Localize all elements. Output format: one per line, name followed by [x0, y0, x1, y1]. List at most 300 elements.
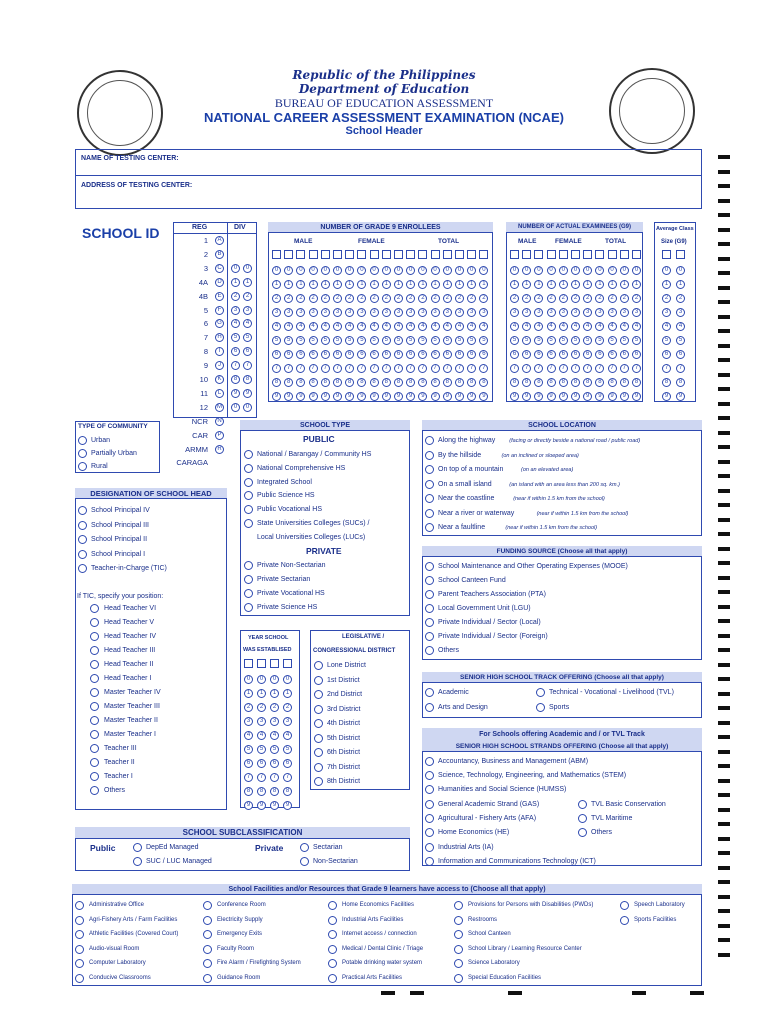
exam-bubble-6-0[interactable]: 0 [583, 266, 592, 275]
enroll-bubble-9-4[interactable]: 4 [382, 322, 391, 331]
enroll-bubble-10-3[interactable]: 3 [394, 308, 403, 317]
enroll-bubble-8-8[interactable]: 8 [370, 378, 379, 387]
region-bubble-10[interactable]: K [215, 375, 224, 384]
exam-bubble-0-9[interactable]: 9 [510, 392, 519, 401]
div-bubble-a-11[interactable]: 9 [231, 389, 240, 398]
div-bubble-a-5[interactable]: 3 [231, 306, 240, 315]
exam-bubble-1-4[interactable]: 4 [522, 322, 531, 331]
avg-bubble-1-5[interactable]: 5 [676, 336, 685, 345]
exam-entry-2[interactable] [534, 250, 543, 259]
enroll-bubble-13-4[interactable]: 4 [431, 322, 440, 331]
enroll-bubble-15-2[interactable]: 2 [455, 294, 464, 303]
region-bubble-14[interactable]: P [215, 431, 224, 440]
enroll-bubble-12-9[interactable]: 9 [418, 392, 427, 401]
exam-bubble-0-0[interactable]: 0 [510, 266, 519, 275]
enroll-bubble-8-0[interactable]: 0 [370, 266, 379, 275]
exam-entry-6[interactable] [583, 250, 592, 259]
avg-bubble-0-0[interactable]: 0 [662, 266, 671, 275]
enroll-bubble-8-3[interactable]: 3 [370, 308, 379, 317]
avg-bubble-0-2[interactable]: 2 [662, 294, 671, 303]
enroll-bubble-11-8[interactable]: 8 [406, 378, 415, 387]
enroll-bubble-3-0[interactable]: 0 [309, 266, 318, 275]
enroll-bubble-8-1[interactable]: 1 [370, 280, 379, 289]
enroll-bubble-3-3[interactable]: 3 [309, 308, 318, 317]
tic-radio-5[interactable] [90, 674, 99, 683]
exam-bubble-5-1[interactable]: 1 [571, 280, 580, 289]
enroll-bubble-15-4[interactable]: 4 [455, 322, 464, 331]
tic-radio-0[interactable] [90, 604, 99, 613]
exam-bubble-7-2[interactable]: 2 [595, 294, 604, 303]
exam-bubble-9-2[interactable]: 2 [620, 294, 629, 303]
enroll-bubble-6-1[interactable]: 1 [345, 280, 354, 289]
enroll-bubble-15-8[interactable]: 8 [455, 378, 464, 387]
exam-bubble-4-6[interactable]: 6 [559, 350, 568, 359]
avg-bubble-0-5[interactable]: 5 [662, 336, 671, 345]
enroll-bubble-5-0[interactable]: 0 [333, 266, 342, 275]
exam-entry-10[interactable] [632, 250, 641, 259]
enroll-bubble-5-2[interactable]: 2 [333, 294, 342, 303]
designation-radio-3[interactable] [78, 550, 87, 559]
enroll-bubble-1-8[interactable]: 8 [284, 378, 293, 387]
public-type-radio-0[interactable] [244, 450, 253, 459]
subclass-radio-1[interactable] [133, 857, 142, 866]
exam-bubble-8-2[interactable]: 2 [608, 294, 617, 303]
district-radio-1[interactable] [314, 676, 323, 685]
enroll-bubble-4-6[interactable]: 6 [321, 350, 330, 359]
enroll-bubble-7-8[interactable]: 8 [357, 378, 366, 387]
enroll-bubble-11-0[interactable]: 0 [406, 266, 415, 275]
enroll-bubble-10-4[interactable]: 4 [394, 322, 403, 331]
designation-radio-0[interactable] [78, 506, 87, 515]
year-bubble-0-0[interactable]: 0 [244, 675, 253, 684]
exam-bubble-2-1[interactable]: 1 [534, 280, 543, 289]
strand-checkbox-1[interactable] [425, 771, 434, 780]
enroll-entry-2[interactable] [296, 250, 305, 259]
community-radio-0[interactable] [78, 436, 87, 445]
enroll-entry-14[interactable] [443, 250, 452, 259]
enroll-entry-8[interactable] [370, 250, 379, 259]
enroll-bubble-1-5[interactable]: 5 [284, 336, 293, 345]
div-bubble-b-9[interactable]: 7 [243, 361, 252, 370]
enroll-bubble-14-7[interactable]: 7 [443, 364, 452, 373]
exam-bubble-3-2[interactable]: 2 [547, 294, 556, 303]
exam-bubble-4-1[interactable]: 1 [559, 280, 568, 289]
facility-checkbox-col2-4[interactable] [203, 959, 212, 968]
enroll-bubble-17-3[interactable]: 3 [479, 308, 488, 317]
exam-bubble-10-7[interactable]: 7 [632, 364, 641, 373]
exam-bubble-5-8[interactable]: 8 [571, 378, 580, 387]
exam-bubble-4-8[interactable]: 8 [559, 378, 568, 387]
enroll-bubble-7-9[interactable]: 9 [357, 392, 366, 401]
exam-bubble-7-4[interactable]: 4 [595, 322, 604, 331]
enroll-bubble-3-7[interactable]: 7 [309, 364, 318, 373]
div-bubble-b-3[interactable]: 1 [243, 278, 252, 287]
enroll-bubble-13-9[interactable]: 9 [431, 392, 440, 401]
designation-radio-2[interactable] [78, 535, 87, 544]
region-bubble-7[interactable]: H [215, 333, 224, 342]
region-bubble-13[interactable]: N [215, 417, 224, 426]
enroll-bubble-6-9[interactable]: 9 [345, 392, 354, 401]
enroll-bubble-15-7[interactable]: 7 [455, 364, 464, 373]
enroll-bubble-2-8[interactable]: 8 [296, 378, 305, 387]
enroll-bubble-17-6[interactable]: 6 [479, 350, 488, 359]
exam-bubble-6-7[interactable]: 7 [583, 364, 592, 373]
funding-checkbox-2[interactable] [425, 590, 434, 599]
enroll-bubble-16-2[interactable]: 2 [467, 294, 476, 303]
year-bubble-2-8[interactable]: 8 [270, 787, 279, 796]
enroll-bubble-17-7[interactable]: 7 [479, 364, 488, 373]
enroll-bubble-5-7[interactable]: 7 [333, 364, 342, 373]
enroll-bubble-0-6[interactable]: 6 [272, 350, 281, 359]
facility-checkbox-col2-0[interactable] [203, 901, 212, 910]
enroll-bubble-15-6[interactable]: 6 [455, 350, 464, 359]
enroll-bubble-0-3[interactable]: 3 [272, 308, 281, 317]
enroll-bubble-11-6[interactable]: 6 [406, 350, 415, 359]
region-bubble-15[interactable]: R [215, 445, 224, 454]
exam-bubble-10-3[interactable]: 3 [632, 308, 641, 317]
subclass-radio-2[interactable] [300, 843, 309, 852]
track-checkbox-0[interactable] [425, 688, 434, 697]
region-bubble-2[interactable]: C [215, 264, 224, 273]
enroll-bubble-9-7[interactable]: 7 [382, 364, 391, 373]
exam-bubble-8-6[interactable]: 6 [608, 350, 617, 359]
year-bubble-1-3[interactable]: 3 [257, 717, 266, 726]
year-bubble-0-6[interactable]: 6 [244, 759, 253, 768]
exam-bubble-0-6[interactable]: 6 [510, 350, 519, 359]
enroll-bubble-3-2[interactable]: 2 [309, 294, 318, 303]
enroll-bubble-13-6[interactable]: 6 [431, 350, 440, 359]
div-bubble-b-7[interactable]: 5 [243, 333, 252, 342]
exam-bubble-1-3[interactable]: 3 [522, 308, 531, 317]
location-radio-2[interactable] [425, 465, 434, 474]
designation-radio-4[interactable] [78, 564, 87, 573]
year-bubble-3-8[interactable]: 8 [283, 787, 292, 796]
enroll-entry-17[interactable] [479, 250, 488, 259]
private-type-radio-2[interactable] [244, 589, 253, 598]
region-bubble-3[interactable]: D [215, 278, 224, 287]
exam-bubble-5-9[interactable]: 9 [571, 392, 580, 401]
exam-bubble-2-9[interactable]: 9 [534, 392, 543, 401]
enroll-bubble-2-6[interactable]: 6 [296, 350, 305, 359]
enroll-entry-12[interactable] [418, 250, 427, 259]
exam-bubble-9-6[interactable]: 6 [620, 350, 629, 359]
enroll-bubble-2-0[interactable]: 0 [296, 266, 305, 275]
exam-entry-0[interactable] [510, 250, 519, 259]
enroll-bubble-9-5[interactable]: 5 [382, 336, 391, 345]
exam-bubble-8-8[interactable]: 8 [608, 378, 617, 387]
facility-checkbox-col2-3[interactable] [203, 945, 212, 954]
exam-bubble-3-9[interactable]: 9 [547, 392, 556, 401]
exam-bubble-1-0[interactable]: 0 [522, 266, 531, 275]
exam-bubble-1-8[interactable]: 8 [522, 378, 531, 387]
year-bubble-0-7[interactable]: 7 [244, 773, 253, 782]
funding-checkbox-6[interactable] [425, 646, 434, 655]
enroll-bubble-6-8[interactable]: 8 [345, 378, 354, 387]
enroll-bubble-10-8[interactable]: 8 [394, 378, 403, 387]
exam-bubble-7-1[interactable]: 1 [595, 280, 604, 289]
enroll-bubble-13-2[interactable]: 2 [431, 294, 440, 303]
exam-bubble-8-9[interactable]: 9 [608, 392, 617, 401]
enroll-bubble-11-5[interactable]: 5 [406, 336, 415, 345]
enroll-bubble-12-6[interactable]: 6 [418, 350, 427, 359]
enroll-bubble-13-1[interactable]: 1 [431, 280, 440, 289]
private-type-radio-3[interactable] [244, 603, 253, 612]
div-bubble-b-4[interactable]: 2 [243, 292, 252, 301]
enroll-bubble-6-5[interactable]: 5 [345, 336, 354, 345]
tic-radio-8[interactable] [90, 716, 99, 725]
private-type-radio-1[interactable] [244, 575, 253, 584]
div-bubble-b-11[interactable]: 9 [243, 389, 252, 398]
exam-bubble-4-2[interactable]: 2 [559, 294, 568, 303]
avg-bubble-0-1[interactable]: 1 [662, 280, 671, 289]
avg-bubble-0-4[interactable]: 4 [662, 322, 671, 331]
strand-checkbox-6[interactable] [578, 814, 587, 823]
exam-bubble-0-1[interactable]: 1 [510, 280, 519, 289]
enroll-bubble-13-3[interactable]: 3 [431, 308, 440, 317]
enroll-bubble-3-6[interactable]: 6 [309, 350, 318, 359]
year-bubble-2-3[interactable]: 3 [270, 717, 279, 726]
exam-bubble-10-8[interactable]: 8 [632, 378, 641, 387]
designation-radio-1[interactable] [78, 521, 87, 530]
exam-bubble-8-3[interactable]: 3 [608, 308, 617, 317]
enroll-bubble-4-7[interactable]: 7 [321, 364, 330, 373]
year-bubble-0-4[interactable]: 4 [244, 731, 253, 740]
year-bubble-1-2[interactable]: 2 [257, 703, 266, 712]
enroll-bubble-4-5[interactable]: 5 [321, 336, 330, 345]
enroll-bubble-4-4[interactable]: 4 [321, 322, 330, 331]
div-bubble-b-10[interactable]: 8 [243, 375, 252, 384]
facility-checkbox-col3-1[interactable] [328, 916, 337, 925]
enroll-bubble-4-3[interactable]: 3 [321, 308, 330, 317]
enroll-bubble-8-7[interactable]: 7 [370, 364, 379, 373]
enroll-bubble-9-0[interactable]: 0 [382, 266, 391, 275]
exam-bubble-6-4[interactable]: 4 [583, 322, 592, 331]
year-bubble-2-7[interactable]: 7 [270, 773, 279, 782]
year-bubble-1-6[interactable]: 6 [257, 759, 266, 768]
location-radio-4[interactable] [425, 494, 434, 503]
public-type-radio-2[interactable] [244, 478, 253, 487]
exam-bubble-2-0[interactable]: 0 [534, 266, 543, 275]
avg-bubble-0-8[interactable]: 8 [662, 378, 671, 387]
tic-radio-9[interactable] [90, 730, 99, 739]
exam-bubble-7-7[interactable]: 7 [595, 364, 604, 373]
exam-bubble-2-7[interactable]: 7 [534, 364, 543, 373]
facility-checkbox-col3-5[interactable] [328, 974, 337, 983]
region-bubble-9[interactable]: J [215, 361, 224, 370]
tic-radio-12[interactable] [90, 772, 99, 781]
region-bubble-0[interactable]: A [215, 236, 224, 245]
tic-radio-10[interactable] [90, 744, 99, 753]
year-entry-1[interactable] [257, 659, 266, 668]
exam-bubble-3-4[interactable]: 4 [547, 322, 556, 331]
year-bubble-3-2[interactable]: 2 [283, 703, 292, 712]
enroll-bubble-1-3[interactable]: 3 [284, 308, 293, 317]
community-radio-2[interactable] [78, 462, 87, 471]
avg-bubble-0-3[interactable]: 3 [662, 308, 671, 317]
exam-bubble-1-6[interactable]: 6 [522, 350, 531, 359]
enroll-entry-4[interactable] [321, 250, 330, 259]
enroll-bubble-7-7[interactable]: 7 [357, 364, 366, 373]
exam-bubble-1-9[interactable]: 9 [522, 392, 531, 401]
track-checkbox-1[interactable] [536, 688, 545, 697]
exam-bubble-5-7[interactable]: 7 [571, 364, 580, 373]
exam-bubble-1-5[interactable]: 5 [522, 336, 531, 345]
enroll-bubble-12-7[interactable]: 7 [418, 364, 427, 373]
enroll-entry-3[interactable] [309, 250, 318, 259]
public-type-radio-1[interactable] [244, 464, 253, 473]
enroll-bubble-16-0[interactable]: 0 [467, 266, 476, 275]
enroll-bubble-16-3[interactable]: 3 [467, 308, 476, 317]
enroll-entry-1[interactable] [284, 250, 293, 259]
year-bubble-1-8[interactable]: 8 [257, 787, 266, 796]
div-bubble-a-3[interactable]: 1 [231, 278, 240, 287]
enroll-bubble-5-8[interactable]: 8 [333, 378, 342, 387]
enroll-bubble-14-5[interactable]: 5 [443, 336, 452, 345]
exam-bubble-3-8[interactable]: 8 [547, 378, 556, 387]
enroll-bubble-3-5[interactable]: 5 [309, 336, 318, 345]
enroll-bubble-6-7[interactable]: 7 [345, 364, 354, 373]
exam-bubble-10-0[interactable]: 0 [632, 266, 641, 275]
avg-bubble-1-2[interactable]: 2 [676, 294, 685, 303]
year-bubble-1-5[interactable]: 5 [257, 745, 266, 754]
enroll-bubble-14-8[interactable]: 8 [443, 378, 452, 387]
enroll-bubble-9-8[interactable]: 8 [382, 378, 391, 387]
exam-bubble-2-8[interactable]: 8 [534, 378, 543, 387]
enroll-bubble-2-9[interactable]: 9 [296, 392, 305, 401]
enroll-bubble-0-9[interactable]: 9 [272, 392, 281, 401]
year-bubble-1-9[interactable]: 9 [257, 801, 266, 810]
year-bubble-3-3[interactable]: 3 [283, 717, 292, 726]
location-radio-0[interactable] [425, 436, 434, 445]
enroll-bubble-4-2[interactable]: 2 [321, 294, 330, 303]
year-entry-0[interactable] [244, 659, 253, 668]
enroll-bubble-12-4[interactable]: 4 [418, 322, 427, 331]
public-type-radio-5[interactable] [244, 519, 253, 528]
avg-bubble-0-7[interactable]: 7 [662, 364, 671, 373]
enroll-bubble-14-9[interactable]: 9 [443, 392, 452, 401]
enroll-bubble-9-6[interactable]: 6 [382, 350, 391, 359]
enroll-bubble-16-9[interactable]: 9 [467, 392, 476, 401]
enroll-bubble-5-5[interactable]: 5 [333, 336, 342, 345]
enroll-bubble-11-3[interactable]: 3 [406, 308, 415, 317]
exam-bubble-2-4[interactable]: 4 [534, 322, 543, 331]
div-bubble-a-9[interactable]: 7 [231, 361, 240, 370]
enroll-bubble-2-7[interactable]: 7 [296, 364, 305, 373]
enroll-bubble-2-5[interactable]: 5 [296, 336, 305, 345]
enroll-bubble-3-9[interactable]: 9 [309, 392, 318, 401]
exam-bubble-3-0[interactable]: 0 [547, 266, 556, 275]
enroll-bubble-16-8[interactable]: 8 [467, 378, 476, 387]
private-type-radio-0[interactable] [244, 561, 253, 570]
year-bubble-1-4[interactable]: 4 [257, 731, 266, 740]
location-radio-6[interactable] [425, 523, 434, 532]
enroll-bubble-8-2[interactable]: 2 [370, 294, 379, 303]
div-bubble-b-2[interactable]: 0 [243, 264, 252, 273]
enroll-bubble-3-1[interactable]: 1 [309, 280, 318, 289]
exam-bubble-8-0[interactable]: 0 [608, 266, 617, 275]
enroll-entry-11[interactable] [406, 250, 415, 259]
enroll-bubble-9-3[interactable]: 3 [382, 308, 391, 317]
district-radio-6[interactable] [314, 748, 323, 757]
enroll-bubble-17-2[interactable]: 2 [479, 294, 488, 303]
exam-bubble-9-7[interactable]: 7 [620, 364, 629, 373]
exam-bubble-1-7[interactable]: 7 [522, 364, 531, 373]
exam-bubble-7-0[interactable]: 0 [595, 266, 604, 275]
enroll-bubble-8-5[interactable]: 5 [370, 336, 379, 345]
exam-bubble-8-7[interactable]: 7 [608, 364, 617, 373]
enroll-bubble-7-6[interactable]: 6 [357, 350, 366, 359]
district-radio-2[interactable] [314, 690, 323, 699]
exam-bubble-2-2[interactable]: 2 [534, 294, 543, 303]
region-bubble-5[interactable]: F [215, 306, 224, 315]
region-bubble-4[interactable]: E [215, 292, 224, 301]
facility-checkbox-col4-5[interactable] [454, 974, 463, 983]
region-bubble-6[interactable]: G [215, 319, 224, 328]
exam-bubble-10-6[interactable]: 6 [632, 350, 641, 359]
strand-checkbox-9[interactable] [425, 843, 434, 852]
exam-bubble-6-6[interactable]: 6 [583, 350, 592, 359]
funding-checkbox-5[interactable] [425, 632, 434, 641]
facility-checkbox-col2-5[interactable] [203, 974, 212, 983]
exam-bubble-0-2[interactable]: 2 [510, 294, 519, 303]
subclass-radio-3[interactable] [300, 857, 309, 866]
div-bubble-a-4[interactable]: 2 [231, 292, 240, 301]
funding-checkbox-3[interactable] [425, 604, 434, 613]
enroll-bubble-13-7[interactable]: 7 [431, 364, 440, 373]
exam-bubble-5-0[interactable]: 0 [571, 266, 580, 275]
exam-bubble-7-8[interactable]: 8 [595, 378, 604, 387]
div-bubble-b-8[interactable]: 6 [243, 347, 252, 356]
enroll-bubble-4-9[interactable]: 9 [321, 392, 330, 401]
exam-bubble-4-4[interactable]: 4 [559, 322, 568, 331]
exam-entry-4[interactable] [559, 250, 568, 259]
year-entry-2[interactable] [270, 659, 279, 668]
track-checkbox-3[interactable] [536, 703, 545, 712]
enroll-entry-7[interactable] [357, 250, 366, 259]
exam-bubble-5-2[interactable]: 2 [571, 294, 580, 303]
year-bubble-3-4[interactable]: 4 [283, 731, 292, 740]
strand-checkbox-8[interactable] [578, 828, 587, 837]
enroll-bubble-0-2[interactable]: 2 [272, 294, 281, 303]
exam-bubble-5-4[interactable]: 4 [571, 322, 580, 331]
enroll-bubble-7-4[interactable]: 4 [357, 322, 366, 331]
avg-bubble-1-9[interactable]: 9 [676, 392, 685, 401]
enroll-bubble-14-1[interactable]: 1 [443, 280, 452, 289]
tic-radio-3[interactable] [90, 646, 99, 655]
year-bubble-0-5[interactable]: 5 [244, 745, 253, 754]
enroll-bubble-16-6[interactable]: 6 [467, 350, 476, 359]
enroll-bubble-12-1[interactable]: 1 [418, 280, 427, 289]
region-bubble-12[interactable]: M [217, 403, 222, 410]
div-bubble-b-5[interactable]: 3 [243, 306, 252, 315]
avg-bubble-1-7[interactable]: 7 [676, 364, 685, 373]
exam-entry-5[interactable] [571, 250, 580, 259]
enroll-bubble-1-2[interactable]: 2 [284, 294, 293, 303]
avg-bubble-1-6[interactable]: 6 [676, 350, 685, 359]
exam-bubble-9-1[interactable]: 1 [620, 280, 629, 289]
enroll-bubble-12-8[interactable]: 8 [418, 378, 427, 387]
exam-bubble-4-5[interactable]: 5 [559, 336, 568, 345]
facility-checkbox-col3-2[interactable] [328, 930, 337, 939]
year-bubble-0-2[interactable]: 2 [244, 703, 253, 712]
div-bubble-b-12[interactable]: 0 [243, 403, 252, 412]
district-radio-7[interactable] [314, 763, 323, 772]
enroll-bubble-1-0[interactable]: 0 [284, 266, 293, 275]
exam-bubble-10-2[interactable]: 2 [632, 294, 641, 303]
facility-checkbox-col1-2[interactable] [75, 930, 84, 939]
enroll-bubble-6-4[interactable]: 4 [345, 322, 354, 331]
facility-checkbox-col4-1[interactable] [454, 916, 463, 925]
